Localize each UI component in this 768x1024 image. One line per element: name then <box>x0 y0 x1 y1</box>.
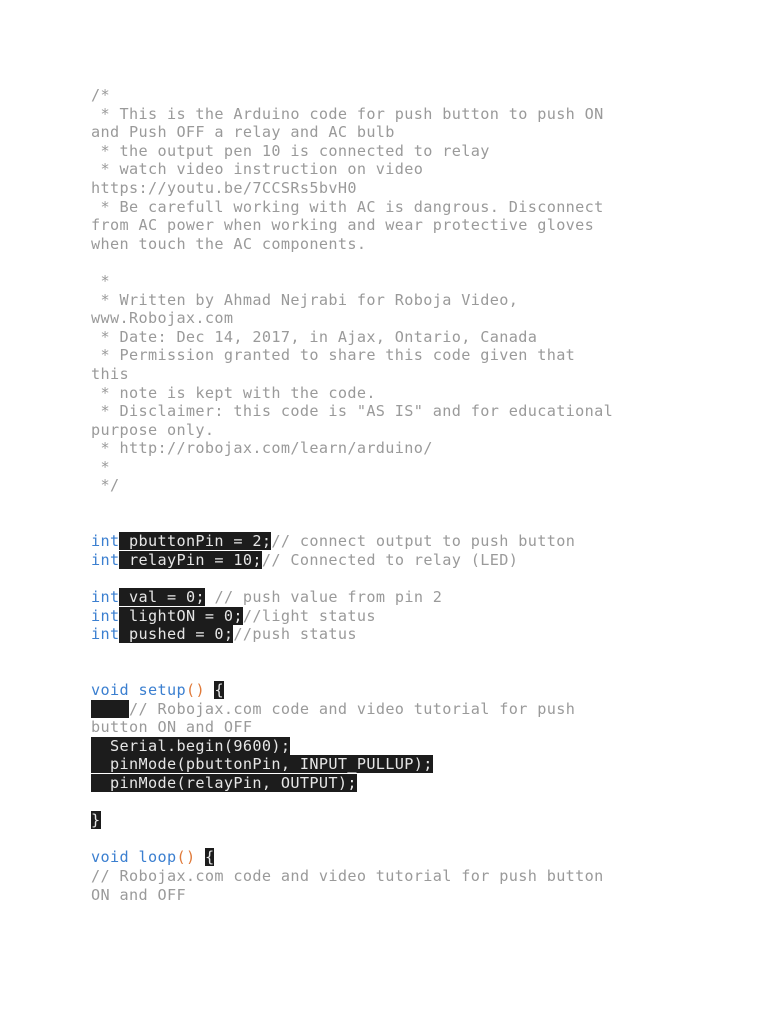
close-brace: } <box>91 811 101 830</box>
comment-line: * Permission granted to share this code given that <box>91 346 576 365</box>
inline-comment: // connect output to push button <box>271 532 576 551</box>
code-text: Serial.begin( <box>91 736 234 755</box>
loop-comment-line: ON and OFF <box>91 885 186 904</box>
inline-comment: // Connected to relay (LED) <box>261 550 519 569</box>
declarations-block <box>91 532 751 644</box>
semicolon: ; <box>233 606 243 625</box>
inline-comment: // Robojax.com code and video tutorial for push <box>128 699 576 718</box>
setup-signature <box>91 681 751 700</box>
setup-comment-line: button ON and OFF <box>91 718 253 737</box>
close-brace-line <box>91 811 751 830</box>
keyword: int <box>91 532 120 551</box>
number-literal: 2 <box>252 532 262 551</box>
inline-comment: //light status <box>242 606 376 625</box>
number-literal: 0 <box>185 588 196 607</box>
comment-line: * <box>91 271 110 290</box>
comment-line: from AC power when working and wear protective gloves <box>91 216 595 235</box>
variable-name: val = <box>119 588 186 607</box>
comment-line <box>91 253 751 272</box>
comment-line: */ <box>91 476 120 495</box>
parens: () <box>185 681 215 699</box>
keyword: void <box>91 848 129 867</box>
loop-signature <box>91 848 751 867</box>
code-text: pinMode(relayPin, OUTPUT); <box>91 773 357 792</box>
setup-comment-line <box>91 700 751 719</box>
variable-name: pushed = <box>119 625 215 644</box>
semicolon: ; <box>223 625 234 644</box>
comment-line: www.Robojax.com <box>91 309 234 328</box>
parens: () <box>176 848 205 867</box>
code-text: ); <box>271 736 291 755</box>
inline-comment: //push status <box>233 625 357 644</box>
comment-line: and Push OFF a relay and AC bulb <box>91 123 395 142</box>
semicolon: ; <box>195 588 205 607</box>
decl-val <box>91 588 751 607</box>
semicolon: ; <box>261 532 272 551</box>
number-literal: 0 <box>223 606 234 625</box>
comment-line: * This is the Arduino code for push button to push ON <box>91 104 604 123</box>
comment-line: * <box>91 457 110 476</box>
comment-line: this <box>91 364 129 383</box>
comment-line: * Be carefull working with AC is dangrous. Disconnect <box>91 197 604 216</box>
comment-line: * Disclaimer: this code is "AS IS" and for educational <box>91 402 614 421</box>
variable-name: relayPin = <box>119 550 234 569</box>
header-comment-block <box>91 86 751 495</box>
function-name: loop <box>128 848 177 867</box>
comment-line-url: * http://robojax.com/learn/arduino/ <box>91 439 433 458</box>
comment-line: purpose only. <box>91 420 215 439</box>
pinmode-line <box>91 755 751 774</box>
loop-function <box>91 848 751 904</box>
comment-line-url: https://youtu.be/7CCSRs5bvH0 <box>91 178 357 197</box>
keyword: int <box>91 625 120 644</box>
comment-line: * Written by Ahmad Nejrabi for Roboja Video, <box>91 290 519 309</box>
function-name: setup <box>128 681 186 699</box>
inline-comment: // push value from pin 2 <box>204 588 443 607</box>
decl-pushed <box>91 625 751 644</box>
pinmode-line <box>91 774 751 793</box>
decl-lighton <box>91 607 751 626</box>
open-brace: { <box>204 848 215 867</box>
variable-name: pbuttonPin = <box>119 532 253 551</box>
indent-highlight <box>91 700 129 718</box>
keyword: void <box>91 681 129 699</box>
variable-name: lightON = <box>119 606 224 625</box>
open-brace: { <box>214 681 224 699</box>
number-literal: 9600 <box>233 736 272 755</box>
comment-line: * note is kept with the code. <box>91 383 376 402</box>
code-text: pinMode(pbuttonPin, INPUT_PULLUP); <box>91 755 433 774</box>
keyword: int <box>91 588 120 607</box>
comment-line: * the output pen 10 is connected to relay <box>91 141 490 160</box>
loop-comment-line: // Robojax.com code and video tutorial for push button <box>91 866 604 885</box>
semicolon: ; <box>252 550 262 569</box>
comment-line: when touch the AC components. <box>91 234 367 253</box>
number-literal: 10 <box>233 550 253 569</box>
decl-pbuttonpin <box>91 532 751 551</box>
comment-line: * Date: Dec 14, 2017, in Ajax, Ontario, Canada <box>91 327 538 346</box>
comment-line: * watch video instruction on video <box>91 160 424 179</box>
keyword: int <box>91 606 120 625</box>
number-literal: 0 <box>214 625 224 644</box>
keyword: int <box>91 550 120 569</box>
setup-function <box>91 681 751 830</box>
comment-line: /* <box>91 86 110 104</box>
serial-begin-line <box>91 737 751 756</box>
decl-relaypin <box>91 551 751 570</box>
code-document <box>91 86 751 904</box>
